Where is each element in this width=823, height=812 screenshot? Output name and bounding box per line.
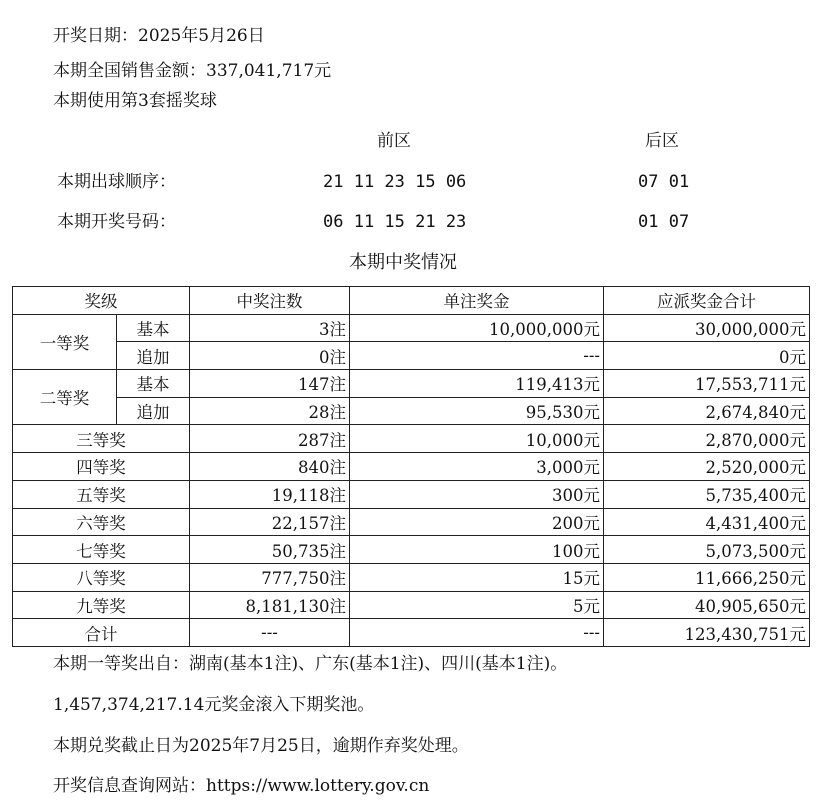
winning-numbers-label: 本期开奖号码： <box>57 212 176 232</box>
draw-order-back: 07 01 <box>638 172 690 192</box>
table-row <box>13 342 810 370</box>
table-title: 本期中奖情况 <box>349 252 457 273</box>
count-cell: 50,735注 <box>190 536 350 564</box>
amount-cell: 10,000元 <box>350 425 604 453</box>
count-cell: 777,750注 <box>190 563 350 591</box>
winning-numbers-front: 06 11 15 21 23 <box>323 212 467 232</box>
sum-count: --- <box>190 619 350 647</box>
count-cell: 22,157注 <box>190 508 350 536</box>
count-cell: 287注 <box>190 425 350 453</box>
sub-extra: 追加 <box>117 342 190 370</box>
amount-cell: 5元 <box>350 591 604 619</box>
sum-label: 合计 <box>13 619 190 647</box>
total-cell: 0元 <box>604 342 810 370</box>
first-prize-origin: 本期一等奖出自：湖南(基本1注)、广东(基本1注)、四川(基本1注)。 <box>53 654 568 674</box>
draw-date: 开奖日期：2025年5月26日 <box>53 26 265 46</box>
total-cell: 17,553,711元 <box>604 370 810 398</box>
amount-cell: --- <box>350 342 604 370</box>
total-cell: 11,666,250元 <box>604 563 810 591</box>
total-cell: 2,870,000元 <box>604 425 810 453</box>
amount-cell: 10,000,000元 <box>350 314 604 342</box>
prize-table <box>12 286 810 647</box>
level-cell: 五等奖 <box>13 480 190 508</box>
draw-order-label: 本期出球顺序： <box>57 172 176 192</box>
amount-cell: 119,413元 <box>350 370 604 398</box>
count-cell: 19,118注 <box>190 480 350 508</box>
count-cell: 28注 <box>190 397 350 425</box>
count-cell: 0注 <box>190 342 350 370</box>
level-cell: 七等奖 <box>13 536 190 564</box>
count-cell: 840注 <box>190 453 350 481</box>
table-row <box>13 563 810 591</box>
table-row <box>13 536 810 564</box>
table-row <box>13 480 810 508</box>
total-cell: 4,431,400元 <box>604 508 810 536</box>
jackpot-rollover: 1,457,374,217.14元奖金滚入下期奖池。 <box>53 695 375 715</box>
level-cell: 九等奖 <box>13 591 190 619</box>
table-row <box>13 508 810 536</box>
level-first: 一等奖 <box>13 314 117 369</box>
sum-amount: --- <box>350 619 604 647</box>
table-row <box>13 425 810 453</box>
count-cell: 147注 <box>190 370 350 398</box>
total-cell: 5,735,400元 <box>604 480 810 508</box>
header-total: 应派奖金合计 <box>604 287 810 315</box>
total-cell: 2,520,000元 <box>604 453 810 481</box>
total-cell: 2,674,840元 <box>604 397 810 425</box>
level-cell: 四等奖 <box>13 453 190 481</box>
sum-total: 123,430,751元 <box>604 619 810 647</box>
level-second: 二等奖 <box>13 370 117 425</box>
claim-deadline: 本期兑奖截止日为2025年7月25日，逾期作弃奖处理。 <box>53 736 469 756</box>
ball-set: 本期使用第3套摇奖球 <box>53 91 217 111</box>
count-cell: 8,181,130注 <box>190 591 350 619</box>
amount-cell: 300元 <box>350 480 604 508</box>
amount-cell: 200元 <box>350 508 604 536</box>
total-cell: 30,000,000元 <box>604 314 810 342</box>
table-sum-row <box>13 619 810 647</box>
table-header-row <box>13 287 810 315</box>
amount-cell: 95,530元 <box>350 397 604 425</box>
header-amount: 单注奖金 <box>350 287 604 315</box>
sales-amount: 本期全国销售金额：337,041,717元 <box>53 61 332 81</box>
sub-extra: 追加 <box>117 397 190 425</box>
header-level: 奖级 <box>13 287 190 315</box>
header-count: 中奖注数 <box>190 287 350 315</box>
sub-basic: 基本 <box>117 314 190 342</box>
table-row <box>13 591 810 619</box>
count-cell: 3注 <box>190 314 350 342</box>
table-row <box>13 370 810 398</box>
level-cell: 三等奖 <box>13 425 190 453</box>
level-cell: 八等奖 <box>13 563 190 591</box>
table-row <box>13 453 810 481</box>
back-zone-label: 后区 <box>645 131 679 151</box>
info-website: 开奖信息查询网站：https://www.lottery.gov.cn <box>53 776 430 796</box>
total-cell: 5,073,500元 <box>604 536 810 564</box>
amount-cell: 3,000元 <box>350 453 604 481</box>
sub-basic: 基本 <box>117 370 190 398</box>
amount-cell: 15元 <box>350 563 604 591</box>
winning-numbers-back: 01 07 <box>638 212 690 232</box>
total-cell: 40,905,650元 <box>604 591 810 619</box>
amount-cell: 100元 <box>350 536 604 564</box>
front-zone-label: 前区 <box>377 131 411 151</box>
draw-order-front: 21 11 23 15 06 <box>323 172 467 192</box>
table-row <box>13 314 810 342</box>
level-cell: 六等奖 <box>13 508 190 536</box>
table-row <box>13 397 810 425</box>
